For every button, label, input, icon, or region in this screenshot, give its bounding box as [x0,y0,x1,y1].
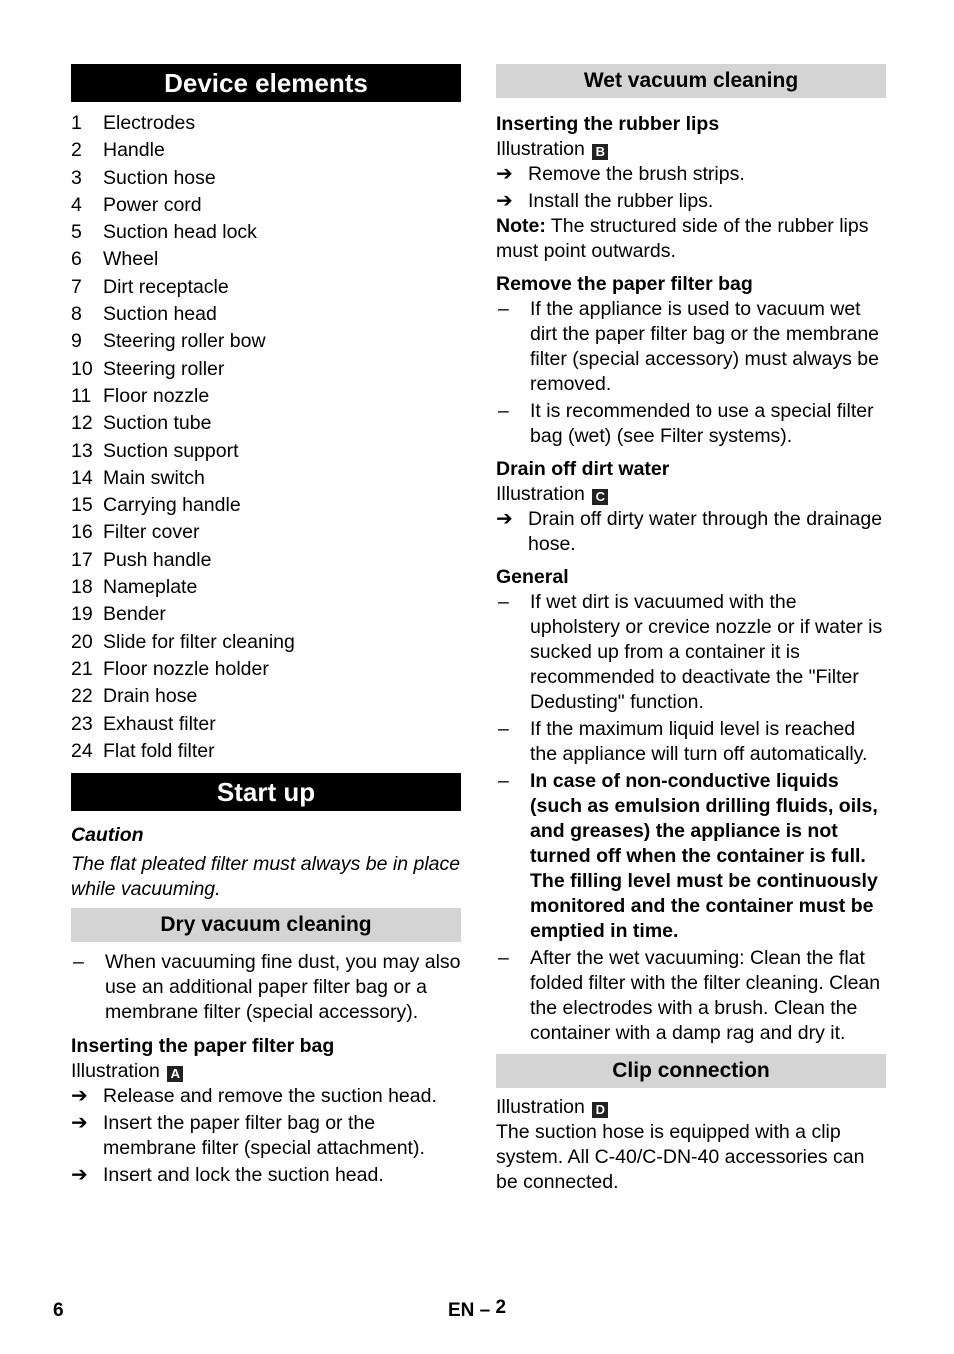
element-item [71,629,461,656]
rubber-lips-steps [496,162,886,214]
list-item [496,189,886,214]
element-number: 19 [71,603,93,626]
arrow-icon: ➔ [71,1112,88,1135]
list-item-text: If the appliance is used to vacuum wet dirt the paper filter bag or the membrane filter (special accessory) must always be removed. [530,298,880,395]
illustration-a-icon: A [167,1066,183,1082]
element-item [71,683,461,710]
insert-bag-heading: Inserting the paper filter bag [71,1035,335,1058]
element-item [71,301,461,328]
element-label: Wheel [103,248,159,271]
right-column [496,64,886,1195]
element-label: Slide for filter cleaning [103,630,295,653]
element-label: Dirt receptacle [103,275,229,298]
element-number: 21 [71,657,93,680]
list-item-text: If the maximum liquid level is reached the appliance will turn off automatically. [530,718,868,765]
element-label: Filter cover [103,521,200,544]
list-item-text: After the wet vacuuming: Clean the flat folded filter with the filter cleaning. Clean the electrodes with a brush. Clean the container with a damp rag and dry it. [530,947,881,1044]
element-label: Floor nozzle [103,384,210,407]
illustration-b-icon: B [592,144,608,160]
element-label: Electrodes [103,112,196,134]
element-item [71,328,461,355]
drain-heading: Drain off dirt water [496,458,670,480]
element-number: 18 [71,576,93,599]
illustration-d-ref: Illustration D [496,1095,886,1120]
list-item [496,162,886,187]
element-item [71,137,461,164]
element-item [71,383,461,410]
element-number: 13 [71,439,93,462]
element-item [71,410,461,437]
element-item [71,601,461,628]
element-item [71,547,461,574]
start-up-heading: Start up [71,773,461,811]
list-item-text: Release and remove the suction head. [103,1085,437,1108]
remove-bag-items [496,297,886,449]
element-number: 10 [71,357,93,380]
dash-marker: – [498,591,509,613]
element-number: 22 [71,685,93,708]
element-item [71,519,461,546]
insert-bag-steps [71,1084,461,1188]
arrow-icon: ➔ [496,508,513,530]
list-item [496,297,886,397]
illustration-c-icon: C [592,489,608,505]
element-number: 17 [71,548,93,571]
list-item [71,1111,461,1161]
element-number: 6 [71,248,82,271]
element-number: 2 [71,139,82,162]
element-label: Suction support [103,439,239,462]
element-number: 20 [71,630,93,653]
dash-marker: – [498,770,509,792]
element-label: Suction tube [103,412,212,435]
dash-marker: – [498,400,509,422]
element-label: Main switch [103,466,205,489]
element-number: 12 [71,412,93,435]
element-item [71,192,461,219]
caution-label: Caution [71,824,144,847]
illustration-a-ref: Illustration A [71,1059,461,1084]
list-item-text: Insert and lock the suction head. [103,1164,384,1187]
arrow-icon: ➔ [496,190,513,212]
dash-marker: – [73,951,84,974]
list-item [496,590,886,715]
element-number: 7 [71,275,82,298]
dry-vacuum-heading: Dry vacuum cleaning [71,908,461,942]
element-label: Drain hose [103,685,198,708]
element-label: Flat fold filter [103,739,215,762]
arrow-icon: ➔ [71,1085,88,1108]
element-number: 14 [71,466,93,489]
element-number: 16 [71,521,93,544]
clip-text: The suction hose is equipped with a clip system. All C-40/C-DN-40 accessories can be connected. [496,1121,865,1193]
element-label: Bender [103,603,166,626]
note-text: The structured side of the rubber lips must point outwards. [496,215,869,262]
element-number: 15 [71,494,93,517]
element-item [71,274,461,301]
arrow-icon: ➔ [71,1164,88,1187]
element-label: Carrying handle [103,494,241,517]
rubber-lips-heading: Inserting the rubber lips [496,113,720,135]
remove-bag-heading: Remove the paper filter bag [496,273,753,295]
element-number: 24 [71,739,93,762]
element-number: 1 [71,112,82,134]
arrow-icon: ➔ [496,163,513,185]
element-number: 5 [71,221,82,244]
list-item-text: Insert the paper filter bag or the membrane filter (special attachment). [103,1112,425,1160]
element-number: 4 [71,193,82,216]
illustration-d-icon: D [592,1102,608,1118]
element-number: 11 [71,384,92,407]
list-item-text: Install the rubber lips. [528,190,714,212]
list-item-text: Remove the brush strips. [528,163,745,185]
list-item [496,946,886,1046]
list-item [496,717,886,767]
dash-marker: – [498,298,509,320]
device-elements-heading: Device elements [71,64,461,102]
element-label: Floor nozzle holder [103,657,269,680]
element-item [71,110,461,137]
list-item [71,1084,461,1109]
note-label: Note: [496,215,546,237]
dash-marker: – [498,947,509,969]
element-label: Push handle [103,548,212,571]
page-number: 6 [53,1300,64,1321]
element-label: Suction head [103,303,217,326]
dash-marker: – [498,718,509,740]
general-items [496,590,886,1046]
element-number: 23 [71,712,93,735]
clip-connection-heading: Clip connection [496,1054,886,1088]
list-item [496,769,886,944]
element-number: 3 [71,166,82,189]
element-item [71,165,461,192]
element-item [71,465,461,492]
element-item [71,438,461,465]
list-item-text: In case of non-conductive liquids (such as emulsion drilling fluids, oils, and greases) the appliance is not turned off when the container is full. The filling level must be continuously monitored and the container must be emptied in time. [530,770,878,942]
list-item [71,1163,461,1188]
element-label: Steering roller [103,357,225,380]
element-label: Nameplate [103,576,198,599]
element-label: Suction head lock [103,221,257,244]
element-item [71,738,461,765]
element-label: Handle [103,139,165,162]
footer-language: EN – 2 [448,1297,507,1321]
element-item [71,492,461,519]
caution-text: The flat pleated filter must always be in place while vacuuming. [71,853,461,901]
element-item [71,656,461,683]
element-number: 8 [71,303,82,326]
element-item [71,356,461,383]
illustration-c-ref: Illustration C [496,482,886,507]
element-number: 9 [71,330,82,353]
general-heading: General [496,566,569,588]
element-item [71,219,461,246]
drain-step: ➔ Drain off dirty water through the drainage hose. [496,508,883,555]
list-item-text: It is recommended to use a special filter bag (wet) (see Filter systems). [530,400,874,447]
element-label: Steering roller bow [103,330,266,353]
element-item [71,711,461,738]
left-column [71,64,461,1188]
element-label: Power cord [103,193,202,216]
list-item-text: If wet dirt is vacuumed with the upholstery or crevice nozzle or if water is sucked up from a container it is recommended to deactivate the "Filter Dedusting" function. [530,591,883,713]
device-elements-list [71,110,461,765]
element-label: Suction hose [103,166,216,189]
wet-vacuum-heading: Wet vacuum cleaning [496,64,886,98]
illustration-b-ref: Illustration B [496,137,886,162]
list-item [496,399,886,449]
dry-item: – When vacuuming fine dust, you may also use an additional paper filter bag or a membrane filter (special accessory). [73,951,461,1024]
element-label: Exhaust filter [103,712,216,735]
element-item [71,574,461,601]
note-paragraph [496,214,886,264]
element-item [71,246,461,273]
